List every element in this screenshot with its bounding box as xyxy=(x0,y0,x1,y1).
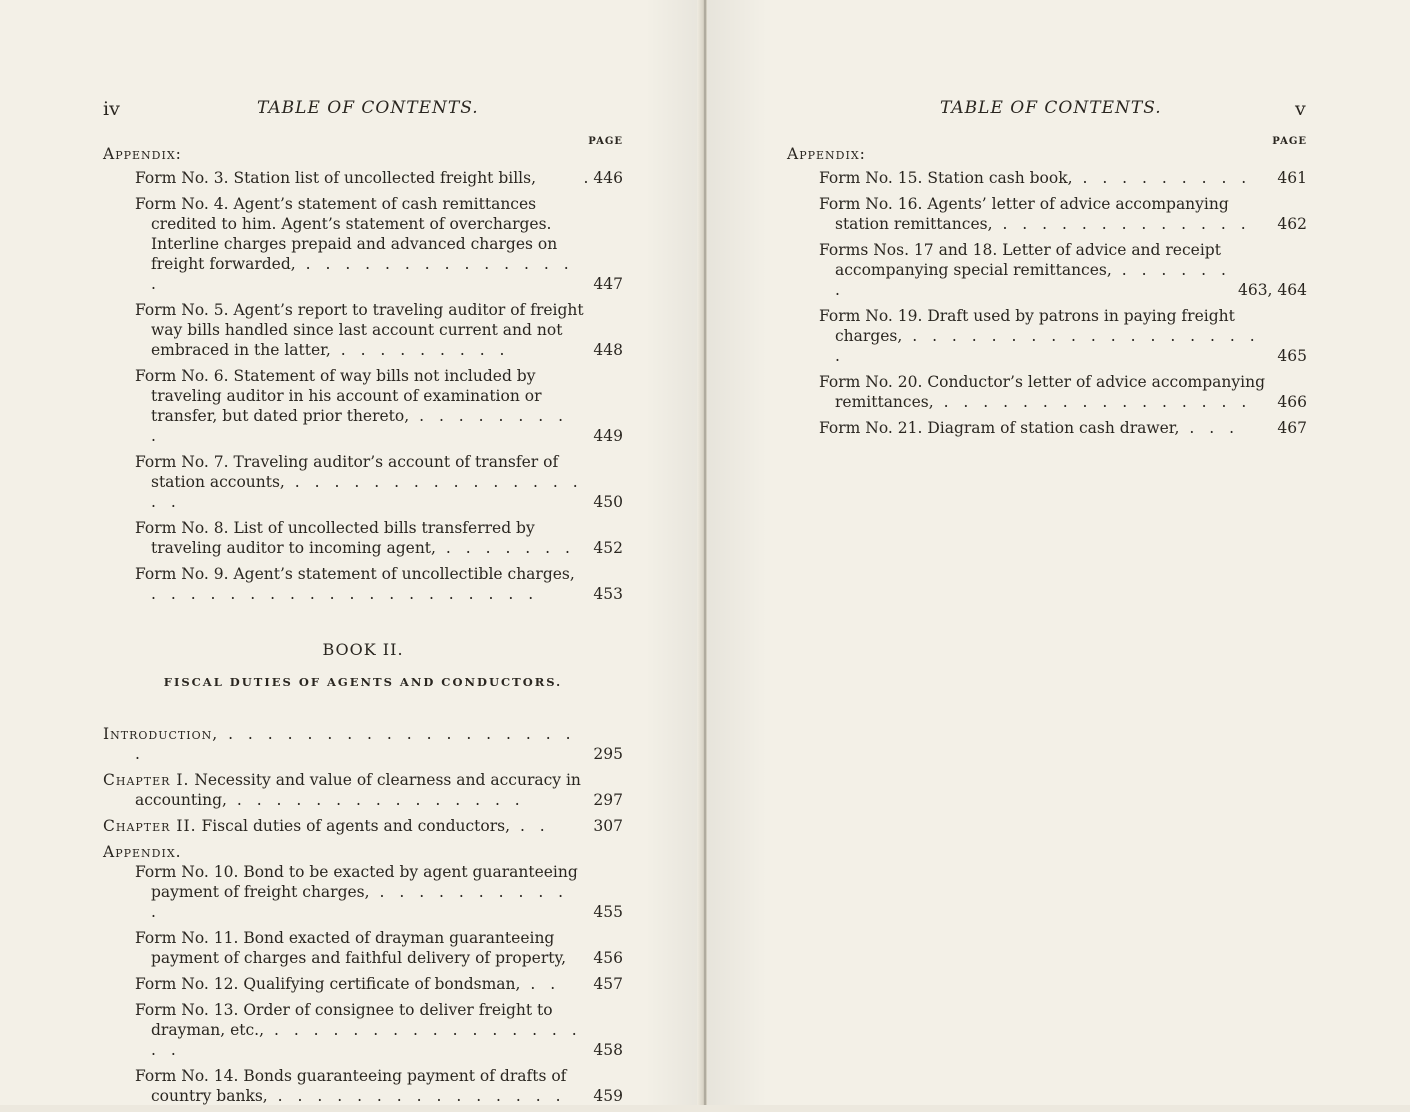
entry-page: 452 xyxy=(593,539,623,557)
entry-page: 297 xyxy=(593,791,623,809)
entry-label: Chapter I. xyxy=(103,771,190,789)
toc-entry: Form No. 16. Agents’ letter of advice accompanying station remittances, . . . . . . . . . . . . . 462 xyxy=(819,195,1307,233)
entry-page: 456 xyxy=(593,949,623,967)
entry-text: Form No. 12. Qualifying certificate of bondsman, xyxy=(135,975,521,993)
entry-text: Form No. 21. Diagram of station cash drawer, xyxy=(819,419,1180,437)
entry-text: Form No. 10. Bond to be exacted by agent guaranteeing payment of freight charges, xyxy=(135,863,578,901)
entry-label: Chapter II. xyxy=(103,817,197,835)
entry-text: Form No. 5. Agent’s report to traveling auditor of freight way bills handled since last account current and not embraced in the latter, xyxy=(135,301,584,359)
toc-entry xyxy=(135,168,623,188)
toc-entry: Chapter II. Fiscal duties of agents and conductors, . . 307 xyxy=(103,817,623,835)
entry-text: Form No. 19. Draft used by patrons in paying freight charges, xyxy=(819,307,1235,345)
entry-text: Form No. 8. List of uncollected bills transferred by traveling auditor to incoming agent, xyxy=(135,519,535,557)
left-appendix-label: Appendix: xyxy=(103,145,182,163)
right-page xyxy=(707,0,1410,1105)
toc-entry: Form No. 14. Bonds guaranteeing payment of drafts of country banks, . . . . . . . . . . . . . . . 459 xyxy=(135,1067,623,1105)
entry-text: Form No. 14. Bonds guaranteeing payment of drafts of country banks, xyxy=(135,1067,567,1105)
book-subtitle: FISCAL DUTIES OF AGENTS AND CONDUCTORS. xyxy=(163,675,563,689)
entry-text: Form No. 4. Agent’s statement of cash remittances credited to him. Agent’s statement of overcharges. Interline charges prepaid and advanced charges on freight forwarded, xyxy=(135,195,558,273)
toc-entry: Form No. 9. Agent’s statement of uncollectible charges, . . . . . . . . . . . . . . . . . . . . 453 xyxy=(135,565,623,603)
entry-text: Form No. 6. Statement of way bills not included by traveling auditor in his account of examination or transfer, but dated prior thereto, xyxy=(135,367,542,425)
left-page-number: iv xyxy=(103,98,120,120)
appendix-label-2: Appendix. xyxy=(103,843,182,861)
entry-text: Necessity and value of clearness and accuracy in accounting, xyxy=(135,771,581,809)
toc-entry: Form No. 15. Station cash book, . . . . . . . . . 461 xyxy=(819,169,1307,187)
entry-text: Form No. 9. Agent’s statement of uncollectible charges, xyxy=(135,565,575,583)
toc-entry: Form No. 20. Conductor’s letter of advice accompanying remittances, . . . . . . . . . . . . . . . . 466 xyxy=(819,373,1307,411)
entry-text: Fiscal duties of agents and conductors, xyxy=(196,817,511,835)
entry-page: 459 xyxy=(593,1087,623,1105)
entry-text: Forms Nos. 17 and 18. Letter of advice and receipt accompanying special remittances, xyxy=(819,241,1221,279)
entry-page: 295 xyxy=(593,745,623,763)
entry-text: Form No. 15. Station cash book, xyxy=(819,169,1073,187)
entry-text: Form No. 13. Order of consignee to deliver freight to drayman, etc., xyxy=(135,1001,553,1039)
right-contents xyxy=(787,132,1307,444)
entry-page: 455 xyxy=(593,903,623,921)
toc-entry: Form No. 5. Agent’s report to traveling auditor of freight way bills handled since last account current and not embraced in the latter, . . . . . . . . . 448 xyxy=(135,301,623,359)
entry-text: Form No. 16. Agents’ letter of advice accompanying station remittances, xyxy=(819,195,1229,233)
entry-page: 449 xyxy=(593,427,623,445)
entry-page: 448 xyxy=(593,341,623,359)
left-page-column-label: PAGE xyxy=(588,136,623,147)
book-heading: BOOK II. xyxy=(322,640,404,659)
entry-page: 458 xyxy=(593,1041,623,1059)
toc-entry: Form No. 19. Draft used by patrons in paying freight charges, . . . . . . . . . . . . . . . . . . . 465 xyxy=(819,307,1307,365)
toc-entry: Form No. 21. Diagram of station cash drawer, . . . 467 xyxy=(819,419,1307,437)
entry-page: 453 xyxy=(593,585,623,603)
toc-entry: Form No. 6. Statement of way bills not included by traveling auditor in his account of examination or transfer, but dated prior thereto, . . . . . . . . . 449 xyxy=(135,367,623,445)
right-page-number: v xyxy=(1295,98,1306,120)
right-appendix-label: Appendix: xyxy=(787,145,866,163)
toc-entry: Forms Nos. 17 and 18. Letter of advice and receipt accompanying special remittances, . . . . . . . 463, 464 xyxy=(819,241,1307,299)
entry-text: Form No. 11. Bond exacted of drayman guaranteeing payment of charges and faithful delivery of property, xyxy=(135,929,567,967)
entry-text: Form No. 20. Conductor’s letter of advice accompanying remittances, xyxy=(819,373,1266,411)
entry-label: Introduction, xyxy=(103,725,219,743)
entry-page: 467 xyxy=(1277,419,1307,437)
left-page xyxy=(0,0,705,1105)
toc-entry: Form No. 12. Qualifying certificate of bondsman, . . 457 xyxy=(135,975,623,993)
toc-entry: Form No. 4. Agent’s statement of cash remittances credited to him. Agent’s statement of overcharges. Interline charges prepaid and advanced charges on freight forwarded, . . . . . . . . . . . . . . . 447 xyxy=(135,195,623,293)
toc-entry: Form No. 8. List of uncollected bills transferred by traveling auditor to incoming agent, . . . . . . . 452 xyxy=(135,519,623,557)
entry-text: Form No. 3. Station list of uncollected freight bills, xyxy=(135,169,537,187)
entry-page: 307 xyxy=(593,817,623,835)
entry-page: 466 xyxy=(1277,393,1307,411)
toc-entry: Form No. 10. Bond to be exacted by agent guaranteeing payment of freight charges, . . . . . . . . . . . 455 xyxy=(135,863,623,921)
right-page-column-label: PAGE xyxy=(1272,136,1307,147)
entry-page: . 446 xyxy=(583,169,623,187)
left-contents xyxy=(103,132,623,1112)
entry-page: 447 xyxy=(593,275,623,293)
toc-entry: Form No. 7. Traveling auditor’s account of transfer of station accounts, . . . . . . . . . . . . . . . . . 450 xyxy=(135,453,623,511)
toc-entry: Form No. 13. Order of consignee to deliver freight to drayman, etc., . . . . . . . . . . . . . . . . . . 458 xyxy=(135,1001,623,1059)
toc-entry: Introduction, . . . . . . . . . . . . . . . . . . . 295 xyxy=(103,725,623,763)
toc-entry: Chapter I. Necessity and value of clearness and accuracy in accounting, . . . . . . . . . . . . . . . 297 xyxy=(103,771,623,809)
entry-page: 462 xyxy=(1277,215,1307,233)
entry-text: Form No. 7. Traveling auditor’s account of transfer of station accounts, xyxy=(135,453,559,491)
entry-page: 450 xyxy=(593,493,623,511)
entry-page: 461 xyxy=(1277,169,1307,187)
toc-entry xyxy=(135,928,623,968)
right-running-title: TABLE OF CONTENTS. xyxy=(940,98,1162,118)
entry-page: 457 xyxy=(593,975,623,993)
entry-page: 463, 464 xyxy=(1237,281,1307,299)
left-running-title: TABLE OF CONTENTS. xyxy=(257,98,479,118)
entry-page: 465 xyxy=(1277,347,1307,365)
